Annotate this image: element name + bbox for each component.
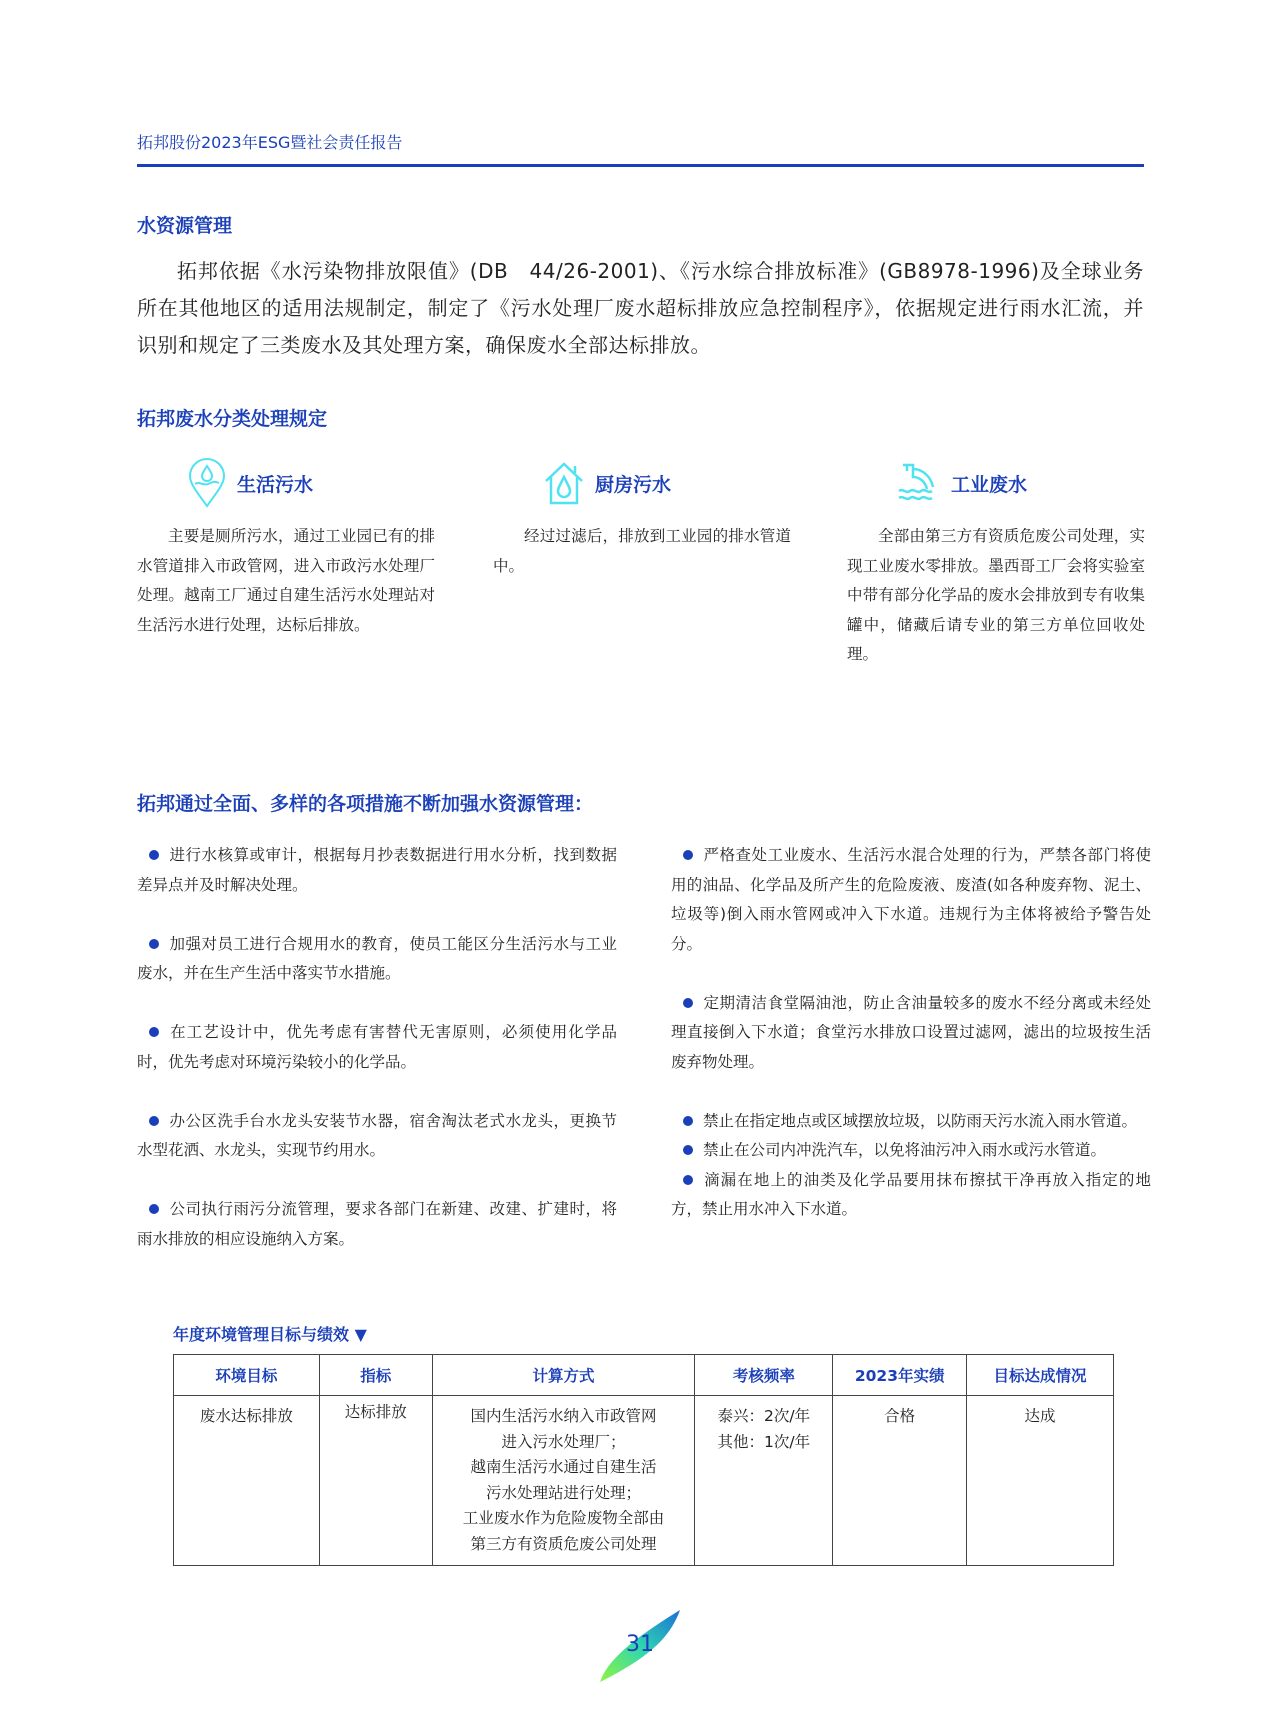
measures-left <box>137 841 617 1254</box>
domestic-sewage-icon <box>187 458 227 508</box>
report-title: 拓邦股份2023年ESG暨社会责任报告 <box>137 133 403 152</box>
list-item: 禁止在指定地点或区域摆放垃圾，以防雨天污水流入雨水管道。 <box>671 1107 1151 1137</box>
bullet-icon <box>149 850 159 860</box>
page-number: 31 <box>626 1632 654 1657</box>
column-header: 2023年实绩 <box>833 1355 967 1396</box>
category-industrial <box>847 458 1145 670</box>
bullet-icon <box>683 998 693 1008</box>
section-title-measures: 拓邦通过全面、多样的各项措施不断加强水资源管理： <box>137 793 594 815</box>
list-item: 加强对员工进行合规用水的教育，使员工能区分生活污水与工业废水，并在生产生活中落实节水措施。 <box>137 934 617 982</box>
category-title: 工业废水 <box>951 473 1028 496</box>
industrial-wastewater-icon <box>897 461 941 505</box>
bullet-icon <box>683 850 693 860</box>
column-header: 考核频率 <box>695 1355 833 1396</box>
cell-achievement: 达成 <box>967 1396 1114 1566</box>
table-header-row <box>174 1355 1114 1396</box>
list-item: 在工艺设计中，优先考虑有害替代无害原则，必须使用化学品时，优先考虑对环境污染较小的化学品。 <box>137 1023 617 1071</box>
list-item: 严格查处工业废水、生活污水混合处理的行为，严禁各部门将使用的油品、化学品及所产生的危险废液、废渣(如各种废弃物、泥土、垃圾等)倒入雨水管网或冲入下水道。违规行为主体将被给予警告处分。 <box>671 846 1151 953</box>
cell-frequency: 泰兴：2次/年 其他：1次/年 <box>695 1396 833 1566</box>
cell-result: 合格 <box>833 1396 967 1566</box>
category-domestic <box>137 458 435 640</box>
kitchen-sewage-icon <box>543 461 585 505</box>
section-title-water: 水资源管理 <box>137 215 233 237</box>
column-header: 环境目标 <box>174 1355 320 1396</box>
measures-right <box>671 841 1151 1225</box>
bullet-icon <box>683 1145 693 1155</box>
intro-paragraph: 拓邦依据《水污染物排放限值》(DB 44/26-2001)、《污水综合排放标准》(GB8978-1996)及全球业务所在其他地区的适用法规制定，制定了《污水处理厂废水超标排放应急控制程序》，依据规定进行雨水汇流，并识别和规定了三类废水及其处理方案，确保废水全部达标排放。 <box>137 259 1144 357</box>
table-row <box>174 1396 1114 1566</box>
column-header: 目标达成情况 <box>967 1355 1114 1396</box>
bullet-icon <box>683 1175 693 1185</box>
category-kitchen <box>493 458 791 581</box>
list-item: 公司执行雨污分流管理，要求各部门在新建、改建、扩建时，将雨水排放的相应设施纳入方案。 <box>137 1200 617 1248</box>
list-item: 进行水核算或审计，根据每月抄表数据进行用水分析，找到数据差异点并及时解决处理。 <box>137 846 617 894</box>
bullet-icon <box>149 1027 159 1037</box>
category-text: 经过过滤后，排放到工业园的排水管道中。 <box>493 527 791 575</box>
header-divider <box>137 164 1144 167</box>
column-header: 计算方式 <box>432 1355 695 1396</box>
cell-goal: 废水达标排放 <box>174 1396 320 1566</box>
bullet-icon <box>149 1204 159 1214</box>
column-header: 指标 <box>319 1355 432 1396</box>
table-title: 年度环境管理目标与绩效 ▼ <box>173 1325 367 1344</box>
performance-table <box>173 1354 1114 1566</box>
list-item: 办公区洗手台水龙头安装节水器，宿舍淘汰老式水龙头，更换节水型花洒、水龙头，实现节约用水。 <box>137 1111 617 1159</box>
category-text: 全部由第三方有资质危废公司处理，实现工业废水零排放。墨西哥工厂会将实验室中带有部分化学品的废水会排放到专有收集罐中，储藏后请专业的第三方单位回收处理。 <box>847 527 1145 663</box>
bullet-icon <box>149 939 159 949</box>
bullet-icon <box>149 1116 159 1126</box>
cell-method: 国内生活污水纳入市政管网 进入污水处理厂； 越南生活污水通过自建生活 污水处理站进行处理； 工业废水作为危险废物全部由 第三方有资质危废公司处理 <box>432 1396 695 1566</box>
section-title-wastewater: 拓邦废水分类处理规定 <box>137 408 328 430</box>
category-text: 主要是厕所污水，通过工业园已有的排水管道排入市政管网，进入市政污水处理厂处理。越南工厂通过自建生活污水处理站对生活污水进行处理，达标后排放。 <box>137 527 435 634</box>
category-title: 生活污水 <box>237 473 314 496</box>
bullet-icon <box>683 1116 693 1126</box>
cell-indicator: 达标排放 <box>319 1396 432 1566</box>
list-item: 滴漏在地上的油类及化学品要用抹布擦拭干净再放入指定的地方，禁止用水冲入下水道。 <box>671 1170 1151 1218</box>
category-title: 厨房污水 <box>595 473 672 496</box>
list-item: 定期清洁食堂隔油池，防止含油量较多的废水不经分离或未经处理直接倒入下水道；食堂污水排放口设置过滤网，滤出的垃圾按生活废弃物处理。 <box>671 993 1151 1071</box>
list-item: 禁止在公司内冲洗汽车，以免将油污冲入雨水或污水管道。 <box>671 1136 1151 1166</box>
